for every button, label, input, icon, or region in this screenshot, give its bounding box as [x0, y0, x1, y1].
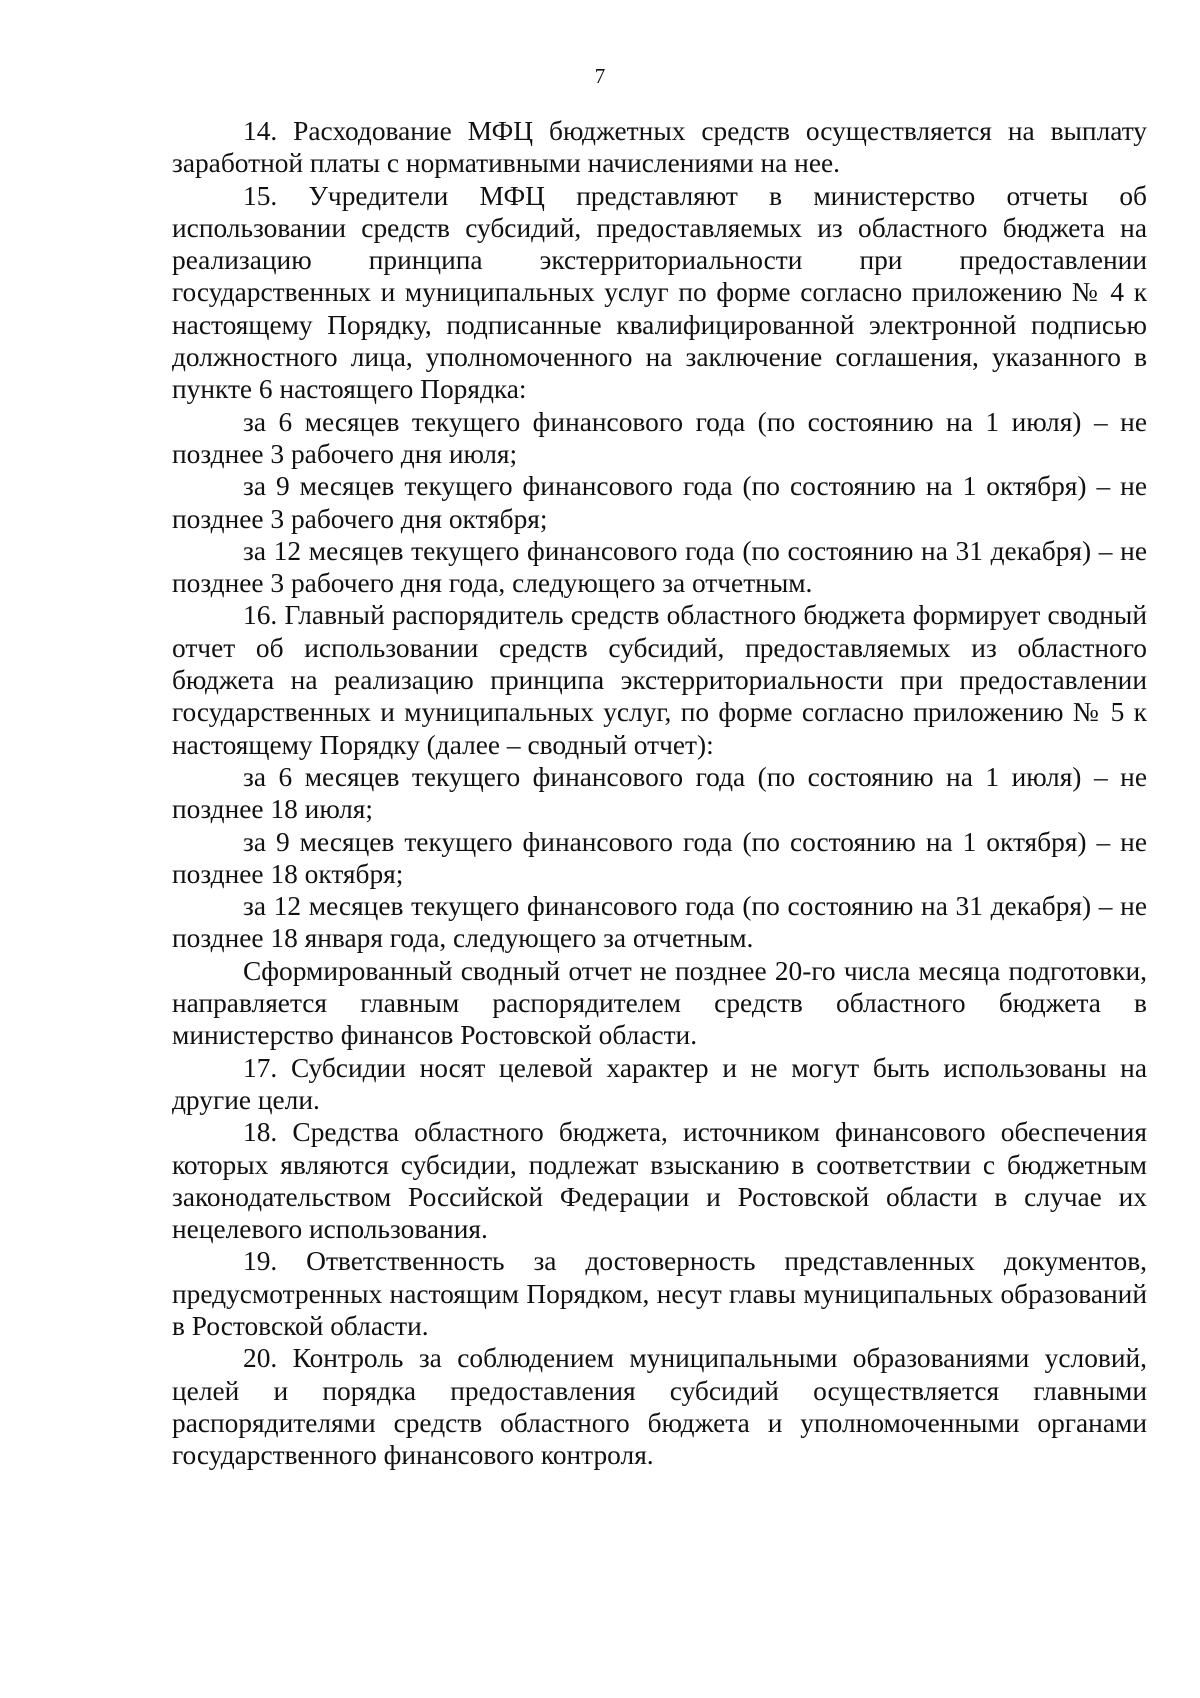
paragraph-16-item-6-months: за 6 месяцев текущего финансового года (по состоянию на 1 июля) – не позднее 18 июля; [172, 761, 1147, 825]
paragraph-15-item-9-months: за 9 месяцев текущего финансового года (по состоянию на 1 октября) – не позднее 3 рабочего дня октября; [172, 471, 1147, 534]
paragraph-15: 15. Учредители МФЦ представляют в министерство отчеты об использовании средств субсидий, предоставляемых из областного бюджета на реализацию принципа экстерриториальности при предоставлении государственных и муниципальных услуг по форме согласно приложению № 4 к настоящему Порядку, подписанные квалифицированной электронной подписью должностного лица, уполномоченного на заключение соглашения, указанного в пункте 6 настоящего Порядка: [172, 180, 1147, 405]
paragraph-15-item-12-months: за 12 месяцев текущего финансового года (по состоянию на 31 декабря) – не позднее 3 рабочего дня года, следующего за отчетным. [172, 535, 1147, 599]
paragraph-16-item-9-months: за 9 месяцев текущего финансового года (по состоянию на 1 октября) – не позднее 18 октября; [172, 826, 1147, 889]
paragraph-19: 19. Ответственность за достоверность представленных документов, предусмотренных настоящим Порядком, несут главы муниципальных образований в Ростовской области. [172, 1246, 1147, 1341]
paragraph-16: 16. Главный распорядитель средств областного бюджета формирует сводный отчет об использовании средств субсидий, предоставляемых из областного бюджета на реализацию принципа экстерриториальности при предоставлении государственных и муниципальных услуг, по форме согласно приложению № 5 к настоящему Порядку (далее – сводный отчет): [172, 600, 1147, 760]
paragraph-20: 20. Контроль за соблюдением муниципальными образованиями условий, целей и порядка предоставления субсидий осуществляется главными распорядителями средств областного бюджета и уполномоченными органами государственного финансового контроля. [172, 1343, 1147, 1471]
document-body [172, 115, 1147, 1471]
paragraph-15-item-6-months: за 6 месяцев текущего финансового года (по состоянию на 1 июля) – не позднее 3 рабочего дня июля; [172, 406, 1147, 469]
page-number: 7 [594, 64, 606, 88]
paragraph-18: 18. Средства областного бюджета, источником финансового обеспечения которых являются субсидии, подлежат взысканию в соответствии с бюджетным законодательством Российской Федерации и Ростовской области в случае их нецелевого использования. [172, 1117, 1147, 1245]
paragraph-17: 17. Субсидии носят целевой характер и не могут быть использованы на другие цели. [172, 1052, 1147, 1115]
paragraph-16-item-12-months: за 12 месяцев текущего финансового года (по состоянию на 31 декабря) – не позднее 18 января года, следующего за отчетным. [172, 891, 1147, 954]
paragraph-summary-report: Сформированный сводный отчет не позднее 20-го числа месяца подготовки, направляется главным распорядителем средств областного бюджета в министерство финансов Ростовской области. [172, 955, 1147, 1051]
paragraph-14: 14. Расходование МФЦ бюджетных средств осуществляется на выплату заработной платы с нормативными начислениями на нее. [172, 116, 1147, 179]
